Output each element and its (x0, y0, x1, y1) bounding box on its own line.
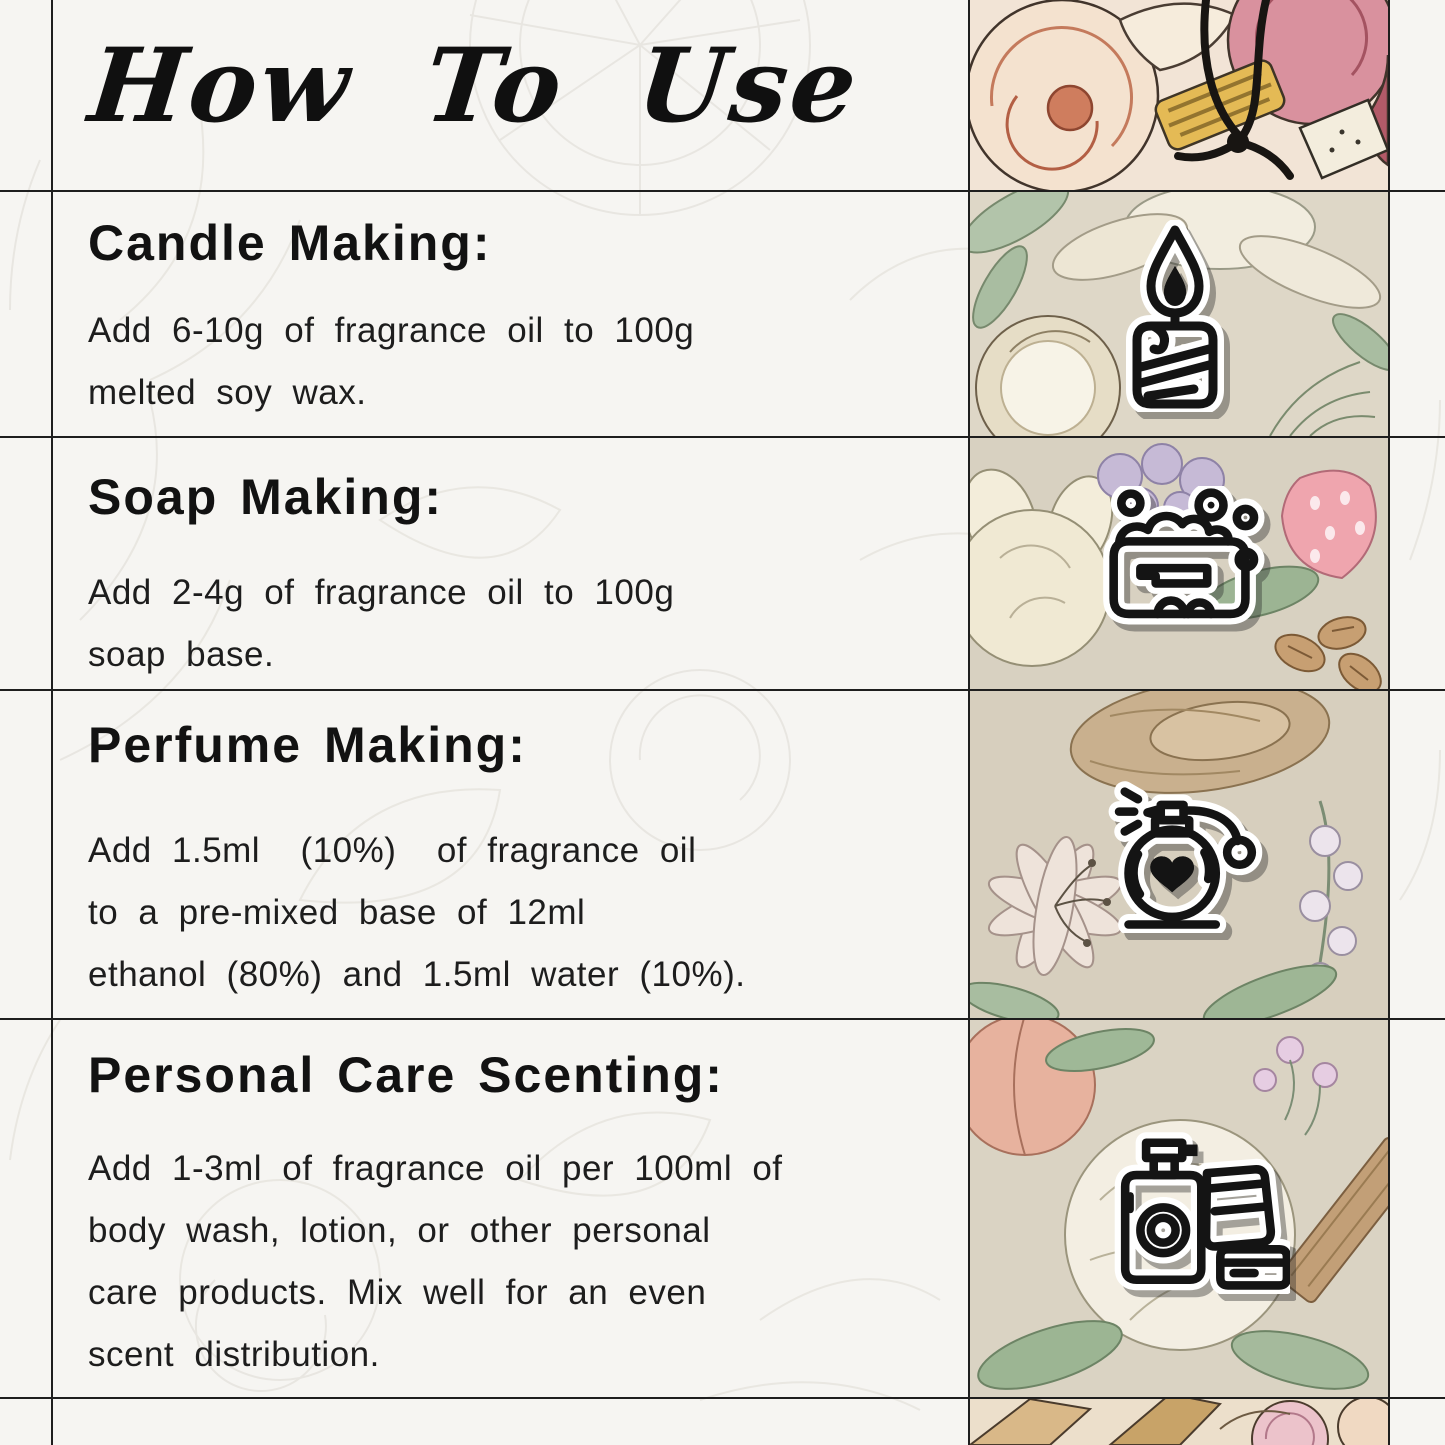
section-soap-making (88, 468, 956, 686)
soap-making-body (88, 562, 956, 686)
body-line: Add 2-4g of fragrance oil to 100g (88, 573, 675, 612)
divider-below-candle (0, 436, 1445, 438)
section-personal-care (88, 1046, 956, 1386)
roses-illustration (970, 0, 1388, 190)
photo-roses-gift-tag (970, 0, 1388, 190)
body-line: Add 1.5ml (10%) of fragrance oil (88, 831, 697, 870)
toiletries-icon (1104, 1118, 1290, 1294)
body-line: Add 1-3ml of fragrance oil per 100ml of (88, 1149, 783, 1188)
body-line: to a pre-mixed base of 12ml (88, 893, 586, 932)
candle-making-heading: Candle Making: (88, 215, 492, 271)
body-line: soap base. (88, 635, 275, 674)
body-line: care products. Mix well for an even (88, 1273, 707, 1312)
perfume-making-body (88, 820, 956, 1006)
illustration-cell-soap (970, 438, 1388, 689)
page-title: How To Use (83, 26, 866, 146)
body-line: melted soy wax. (88, 373, 367, 412)
perfume-making-heading: Perfume Making: (88, 717, 527, 773)
body-line: ethanol (80%) and 1.5ml water (10%). (88, 955, 746, 994)
personal-care-body (88, 1138, 956, 1386)
candle-making-body (88, 300, 956, 424)
border-middle (968, 0, 970, 1445)
illustration-cell-candle (970, 192, 1388, 436)
illustration-cell-perfume (970, 691, 1388, 1018)
roses-strip-illustration (970, 1399, 1388, 1445)
photo-roses-bottom-partial (970, 1399, 1388, 1445)
border-right (1388, 0, 1390, 1445)
body-line: scent distribution. (88, 1335, 380, 1374)
divider-below-title (0, 190, 1445, 192)
section-candle-making (88, 214, 956, 424)
candle-icon (1120, 220, 1230, 412)
personal-care-heading: Personal Care Scenting: (88, 1047, 724, 1103)
body-line: body wash, lotion, or other personal (88, 1211, 711, 1250)
section-perfume-making (88, 716, 956, 1006)
soap-making-heading: Soap Making: (88, 469, 444, 525)
body-line: Add 6-10g of fragrance oil to 100g (88, 311, 695, 350)
divider-below-care (0, 1397, 1445, 1399)
soap-icon (1100, 486, 1282, 634)
border-left (51, 0, 53, 1445)
illustration-cell-personal-care (970, 1020, 1388, 1397)
perfume-atomizer-icon (1096, 767, 1272, 933)
divider-below-soap (0, 689, 1445, 691)
divider-below-perfume (0, 1018, 1445, 1020)
